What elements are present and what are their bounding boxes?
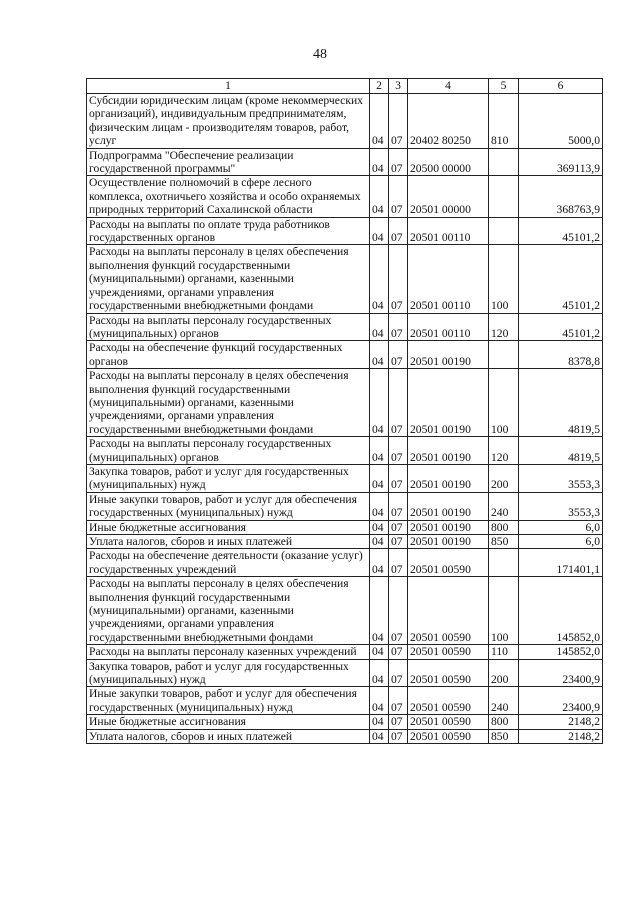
row-subsection: 07: [389, 659, 408, 687]
header-col-4: 4: [408, 79, 489, 94]
table-row: [87, 313, 603, 341]
row-expense-type: 100: [489, 245, 519, 313]
budget-table: [86, 78, 603, 744]
row-subsection: 07: [389, 549, 408, 577]
table-row: [87, 577, 603, 645]
row-section: 04: [370, 645, 389, 659]
row-expense-type: 120: [489, 313, 519, 341]
row-amount: 45101,2: [519, 245, 603, 313]
table-row: [87, 492, 603, 520]
row-target-article: 20501 00190: [408, 464, 489, 492]
row-target-article: 20500 00000: [408, 148, 489, 176]
row-section: 04: [370, 492, 389, 520]
row-amount: 3553,3: [519, 492, 603, 520]
row-expense-type: [489, 549, 519, 577]
row-section: 04: [370, 659, 389, 687]
row-name: Субсидии юридическим лицам (кроме некоммерческих организаций), индивидуальным предпринимателям, физическим лицам - производителям товаров, работ, услуг: [87, 94, 370, 149]
row-section: 04: [370, 729, 389, 743]
row-subsection: 07: [389, 148, 408, 176]
row-target-article: 20501 00190: [408, 520, 489, 534]
row-name: Уплата налогов, сборов и иных платежей: [87, 535, 370, 549]
row-target-article: 20501 00190: [408, 535, 489, 549]
table-row: [87, 437, 603, 465]
row-name: Иные закупки товаров, работ и услуг для обеспечения государственных (муниципальных) нужд: [87, 492, 370, 520]
row-target-article: 20501 00190: [408, 437, 489, 465]
row-section: 04: [370, 535, 389, 549]
row-name: Расходы на обеспечение деятельности (оказание услуг) государственных учреждений: [87, 549, 370, 577]
row-section: 04: [370, 94, 389, 149]
row-amount: 5000,0: [519, 94, 603, 149]
row-section: 04: [370, 341, 389, 369]
row-expense-type: 120: [489, 437, 519, 465]
row-expense-type: 240: [489, 687, 519, 715]
row-name: Иные бюджетные ассигнования: [87, 520, 370, 534]
row-amount: 2148,2: [519, 729, 603, 743]
row-expense-type: [489, 217, 519, 245]
row-section: 04: [370, 549, 389, 577]
row-name: Уплата налогов, сборов и иных платежей: [87, 729, 370, 743]
row-amount: 4819,5: [519, 437, 603, 465]
table-row: [87, 94, 603, 149]
row-expense-type: 100: [489, 577, 519, 645]
row-section: 04: [370, 520, 389, 534]
table-row: [87, 369, 603, 437]
row-subsection: 07: [389, 313, 408, 341]
row-target-article: 20501 00590: [408, 729, 489, 743]
row-amount: 23400,9: [519, 659, 603, 687]
row-subsection: 07: [389, 687, 408, 715]
row-section: 04: [370, 148, 389, 176]
row-target-article: 20501 00110: [408, 245, 489, 313]
row-target-article: 20501 00110: [408, 217, 489, 245]
row-section: 04: [370, 437, 389, 465]
row-target-article: 20501 00000: [408, 176, 489, 217]
row-target-article: 20501 00590: [408, 549, 489, 577]
row-expense-type: 110: [489, 645, 519, 659]
row-expense-type: [489, 176, 519, 217]
row-target-article: 20501 00190: [408, 341, 489, 369]
row-name: Иные бюджетные ассигнования: [87, 715, 370, 729]
row-target-article: 20501 00190: [408, 369, 489, 437]
page-number: 48: [313, 47, 327, 62]
row-subsection: 07: [389, 729, 408, 743]
header-col-6: 6: [519, 79, 603, 94]
header-col-5: 5: [489, 79, 519, 94]
row-subsection: 07: [389, 645, 408, 659]
row-expense-type: 800: [489, 520, 519, 534]
row-name: Расходы на выплаты персоналу государственных (муниципальных) органов: [87, 437, 370, 465]
row-expense-type: [489, 148, 519, 176]
row-amount: 369113,9: [519, 148, 603, 176]
row-amount: 4819,5: [519, 369, 603, 437]
row-amount: 2148,2: [519, 715, 603, 729]
row-subsection: 07: [389, 437, 408, 465]
row-name: Подпрограмма "Обеспечение реализации государственной программы": [87, 148, 370, 176]
row-section: 04: [370, 687, 389, 715]
row-expense-type: 240: [489, 492, 519, 520]
row-expense-type: 810: [489, 94, 519, 149]
row-subsection: 07: [389, 341, 408, 369]
table-row: [87, 520, 603, 534]
row-name: Осуществление полномочий в сфере лесного комплекса, охотничьего хозяйства и особо охраняемых природных территорий Сахалинской области: [87, 176, 370, 217]
row-subsection: 07: [389, 492, 408, 520]
row-subsection: 07: [389, 715, 408, 729]
table-row: [87, 687, 603, 715]
row-subsection: 07: [389, 520, 408, 534]
row-amount: 45101,2: [519, 217, 603, 245]
row-section: 04: [370, 217, 389, 245]
row-section: 04: [370, 715, 389, 729]
row-subsection: 07: [389, 369, 408, 437]
row-name: Расходы на выплаты по оплате труда работников государственных органов: [87, 217, 370, 245]
row-target-article: 20402 80250: [408, 94, 489, 149]
table-row: [87, 729, 603, 743]
row-amount: 145852,0: [519, 645, 603, 659]
row-section: 04: [370, 176, 389, 217]
table-row: [87, 535, 603, 549]
row-name: Расходы на выплаты персоналу в целях обеспечения выполнения функций государственными (муниципальными) органами, казенными учреждениями, органами управления государственными внебюджетными фондами: [87, 245, 370, 313]
table-row: [87, 715, 603, 729]
row-amount: 8378,8: [519, 341, 603, 369]
row-expense-type: 850: [489, 729, 519, 743]
table-row: [87, 148, 603, 176]
row-target-article: 20501 00110: [408, 313, 489, 341]
header-col-1: 1: [87, 79, 370, 94]
row-name: Расходы на выплаты персоналу государственных (муниципальных) органов: [87, 313, 370, 341]
row-target-article: 20501 00590: [408, 577, 489, 645]
row-amount: 3553,3: [519, 464, 603, 492]
table-row: [87, 549, 603, 577]
row-name: Расходы на выплаты персоналу в целях обеспечения выполнения функций государственными (муниципальными) органами, казенными учреждениями, органами управления государственными внебюджетными фондами: [87, 577, 370, 645]
header-col-3: 3: [389, 79, 408, 94]
row-subsection: 07: [389, 217, 408, 245]
row-subsection: 07: [389, 176, 408, 217]
table-row: [87, 245, 603, 313]
row-amount: 6,0: [519, 535, 603, 549]
row-amount: 145852,0: [519, 577, 603, 645]
table-row: [87, 464, 603, 492]
row-name: Иные закупки товаров, работ и услуг для обеспечения государственных (муниципальных) нужд: [87, 687, 370, 715]
table-row: [87, 645, 603, 659]
row-expense-type: [489, 341, 519, 369]
row-target-article: 20501 00190: [408, 492, 489, 520]
row-section: 04: [370, 313, 389, 341]
row-name: Расходы на выплаты персоналу казенных учреждений: [87, 645, 370, 659]
row-name: Закупка товаров, работ и услуг для государственных (муниципальных) нужд: [87, 659, 370, 687]
row-subsection: 07: [389, 535, 408, 549]
row-expense-type: 850: [489, 535, 519, 549]
row-name: Расходы на выплаты персоналу в целях обеспечения выполнения функций государственными (муниципальными) органами, казенными учреждениями, органами управления государственными внебюджетными фондами: [87, 369, 370, 437]
table-row: [87, 341, 603, 369]
row-subsection: 07: [389, 245, 408, 313]
row-section: 04: [370, 369, 389, 437]
row-amount: 368763,9: [519, 176, 603, 217]
row-target-article: 20501 00590: [408, 687, 489, 715]
row-expense-type: 100: [489, 369, 519, 437]
row-subsection: 07: [389, 94, 408, 149]
row-expense-type: 200: [489, 464, 519, 492]
row-section: 04: [370, 464, 389, 492]
table-row: [87, 217, 603, 245]
row-name: Расходы на обеспечение функций государственных органов: [87, 341, 370, 369]
row-section: 04: [370, 577, 389, 645]
row-amount: 45101,2: [519, 313, 603, 341]
row-target-article: 20501 00590: [408, 715, 489, 729]
row-target-article: 20501 00590: [408, 659, 489, 687]
row-amount: 171401,1: [519, 549, 603, 577]
row-target-article: 20501 00590: [408, 645, 489, 659]
row-section: 04: [370, 245, 389, 313]
row-name: Закупка товаров, работ и услуг для государственных (муниципальных) нужд: [87, 464, 370, 492]
row-amount: 6,0: [519, 520, 603, 534]
header-col-2: 2: [370, 79, 389, 94]
row-expense-type: 200: [489, 659, 519, 687]
table-row: [87, 176, 603, 217]
table-row: [87, 659, 603, 687]
row-subsection: 07: [389, 577, 408, 645]
row-subsection: 07: [389, 464, 408, 492]
header-row: [87, 79, 603, 94]
row-amount: 23400,9: [519, 687, 603, 715]
row-expense-type: 800: [489, 715, 519, 729]
